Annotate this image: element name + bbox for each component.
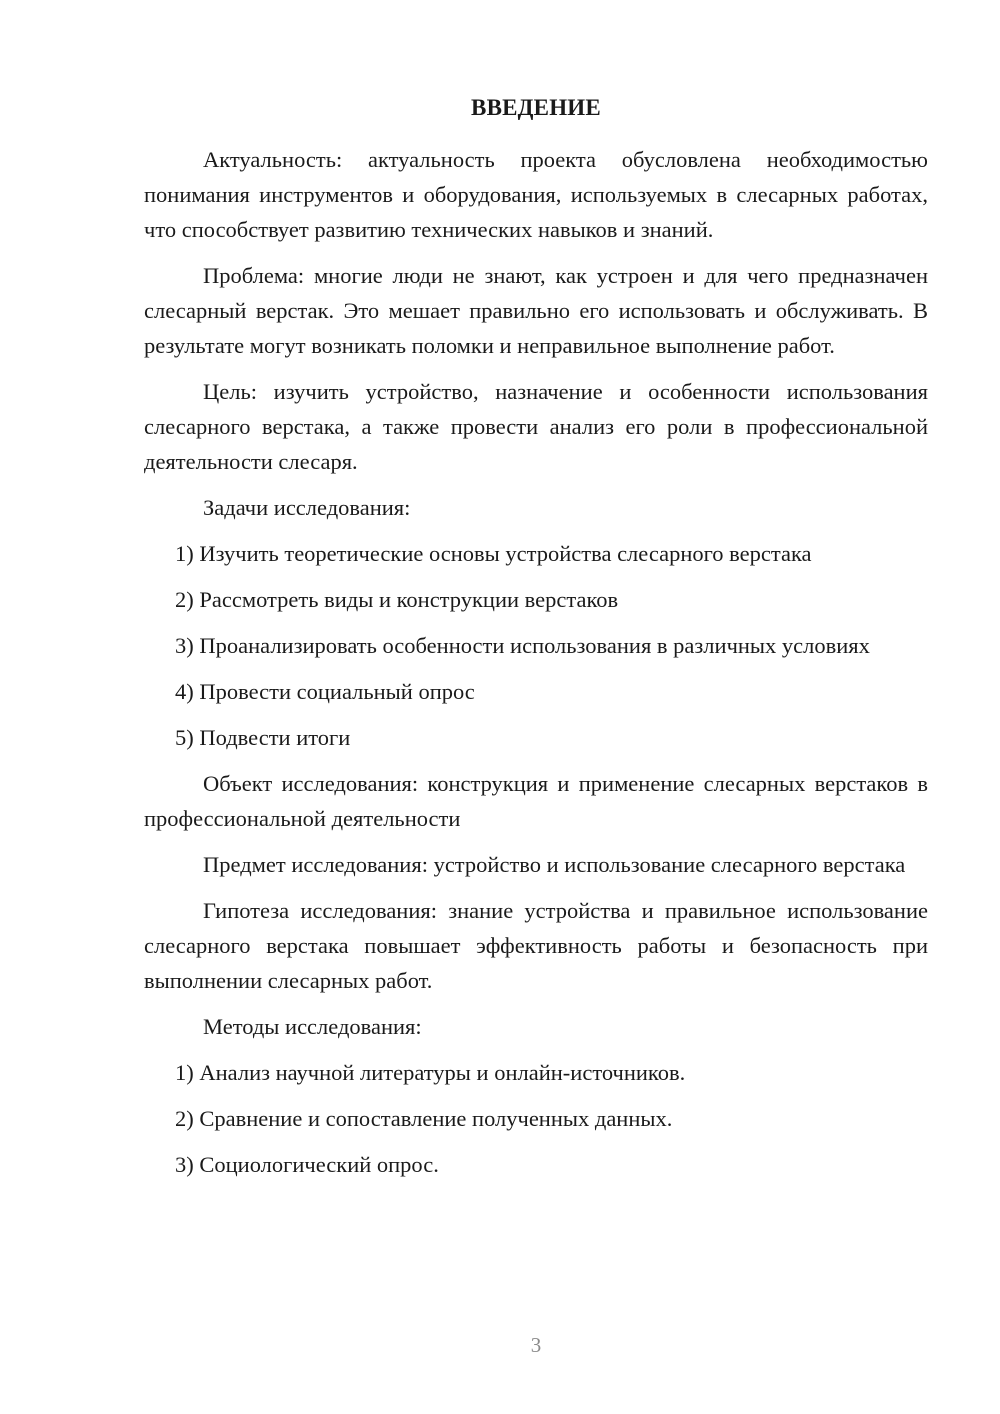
method-item: 2) Сравнение и сопоставление полученных данных. bbox=[175, 1106, 673, 1131]
goal-paragraph: Цель: изучить устройство, назначение и особенности использования слесарного верстака, а также провести анализ его роли в профессиональной деятельности слесаря. bbox=[144, 379, 928, 474]
method-item: 1) Анализ научной литературы и онлайн-источников. bbox=[175, 1060, 686, 1085]
task-item: 5) Подвести итоги bbox=[175, 725, 351, 750]
page-number: 3 bbox=[530, 1333, 542, 1357]
method-item: 3) Социологический опрос. bbox=[175, 1152, 439, 1177]
document-body bbox=[144, 142, 928, 1193]
hypothesis-paragraph: Гипотеза исследования: знание устройства и правильное использование слесарного верстака повышает эффективность работы и безопасность при выполнении слесарных работ. bbox=[144, 898, 928, 993]
task-item: 4) Провести социальный опрос bbox=[175, 679, 475, 704]
section-heading: ВВЕДЕНИЕ bbox=[471, 95, 601, 120]
task-item: 3) Проанализировать особенности использования в различных условиях bbox=[175, 633, 870, 658]
tasks-heading: Задачи исследования: bbox=[203, 495, 411, 520]
object-paragraph: Объект исследования: конструкция и применение слесарных верстаков в профессиональной деятельности bbox=[144, 771, 928, 831]
task-item: 1) Изучить теоретические основы устройства слесарного верстака bbox=[175, 541, 812, 566]
relevance-paragraph: Актуальность: актуальность проекта обусловлена необходимостью понимания инструментов и оборудования, используемых в слесарных работах, что способствует развитию технических навыков и знаний. bbox=[144, 147, 928, 242]
problem-paragraph: Проблема: многие люди не знают, как устроен и для чего предназначен слесарный верстак. Это мешает правильно его использовать и обслуживать. В результате могут возникать поломки и неправильное выполнение работ. bbox=[144, 263, 928, 358]
task-item: 2) Рассмотреть виды и конструкции верстаков bbox=[175, 587, 619, 612]
methods-heading: Методы исследования: bbox=[203, 1014, 422, 1039]
subject-paragraph: Предмет исследования: устройство и использование слесарного верстака bbox=[203, 852, 906, 877]
